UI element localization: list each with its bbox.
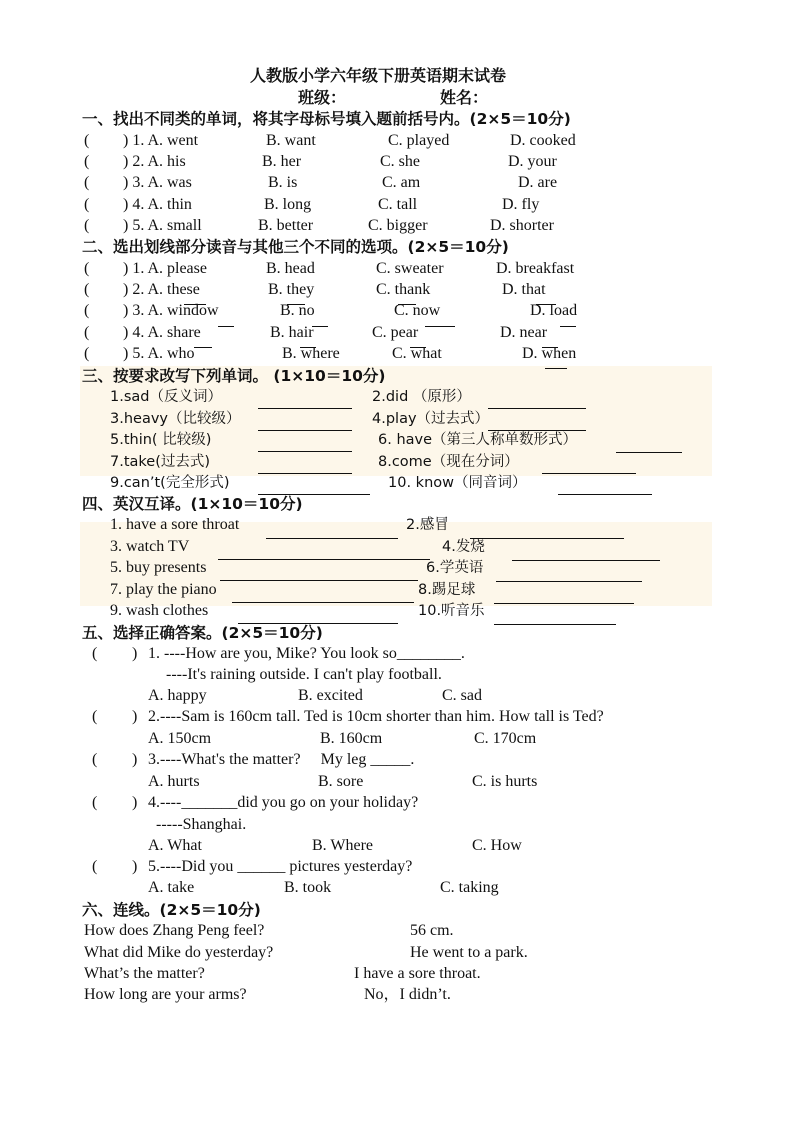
option-b: B. want xyxy=(266,132,316,149)
question-option-a: ) 2. A. these xyxy=(123,281,200,298)
option-d: D. are xyxy=(518,174,558,191)
s3-item-6: 6. have（第三人称单数形式） xyxy=(378,432,578,448)
match-answer-2[interactable]: He went to a park. xyxy=(410,944,528,961)
option-d: D. fly xyxy=(502,196,540,213)
s4-item-6: 6.学英语 xyxy=(426,560,484,576)
answer-line[interactable] xyxy=(494,624,616,625)
s3-item-8: 8.come（现在分词） xyxy=(378,454,519,470)
choice-b[interactable]: B. took xyxy=(284,879,332,896)
question-text: 2.----Sam is 160cm tall. Ted is 10cm shorter than him. How tall is Ted? xyxy=(148,708,604,725)
option-b: B. hair xyxy=(270,324,314,341)
answer-paren[interactable]: ( xyxy=(84,281,90,298)
option-b: B. head xyxy=(266,260,315,277)
answer-paren-open[interactable]: ( xyxy=(92,708,98,725)
answer-paren[interactable]: ( xyxy=(84,345,90,362)
s4-item-3: 3. watch TV xyxy=(110,538,190,555)
answer-paren-close: ) xyxy=(132,645,138,662)
answer-line[interactable] xyxy=(258,430,352,431)
option-c: C. sweater xyxy=(376,260,444,277)
match-question-3[interactable]: What’s the matter? xyxy=(84,965,205,982)
answer-paren[interactable]: ( xyxy=(84,260,90,277)
question-option-a: ) 1. A. please xyxy=(123,260,207,277)
choice-b[interactable]: B. sore xyxy=(318,773,364,790)
choice-c[interactable]: C. 170cm xyxy=(474,730,537,747)
answer-paren[interactable]: ( xyxy=(84,153,90,170)
choice-a[interactable]: A. hurts xyxy=(148,773,200,790)
section6-heading: 六、连线。(2×5＝10分) xyxy=(82,901,261,919)
answer-line[interactable] xyxy=(258,408,352,409)
match-question-4[interactable]: How long are your arms? xyxy=(84,986,247,1003)
answer-paren-open[interactable]: ( xyxy=(92,645,98,662)
choice-b[interactable]: B. Where xyxy=(312,837,374,854)
match-answer-4[interactable]: No，I didn’t. xyxy=(364,986,451,1003)
phonetic-marker-line xyxy=(542,347,558,348)
choice-c[interactable]: C. How xyxy=(472,837,522,854)
option-c: C. am xyxy=(382,174,421,191)
phonetic-marker-line xyxy=(194,347,212,348)
answer-line[interactable] xyxy=(558,494,652,495)
answer-line[interactable] xyxy=(470,538,624,539)
phonetic-marker-line xyxy=(425,326,455,327)
answer-paren[interactable]: ( xyxy=(84,132,90,149)
answer-line[interactable] xyxy=(258,451,352,452)
answer-line[interactable] xyxy=(496,581,642,582)
answer-line[interactable] xyxy=(494,603,634,604)
option-d: D. breakfast xyxy=(496,260,575,277)
answer-line[interactable] xyxy=(232,602,414,603)
match-question-2[interactable]: What did Mike do yesterday? xyxy=(84,944,274,961)
section4-heading: 四、英汉互译。(1×10＝10分) xyxy=(82,495,303,513)
option-b: B. her xyxy=(262,153,302,170)
question-option-a: ) 1. A. went xyxy=(123,132,199,149)
option-b: B. where xyxy=(282,345,340,362)
section2-heading: 二、选出划线部分读音与其他三个不同的选项。(2×5＝10分) xyxy=(82,238,509,256)
answer-line[interactable] xyxy=(542,473,636,474)
option-d: D. when xyxy=(522,345,577,362)
question-option-a: ) 3. A. window xyxy=(123,302,219,319)
phonetic-marker-line xyxy=(312,326,328,327)
question-option-a: ) 4. A. thin xyxy=(123,196,192,213)
s4-item-7: 7. play the piano xyxy=(110,581,217,598)
s3-item-3: 3.heavy（比较级） xyxy=(110,411,241,427)
option-b: B. they xyxy=(268,281,315,298)
page-title: 人教版小学六年级下册英语期末试卷 xyxy=(250,66,507,85)
s3-item-1: 1.sad（反义词） xyxy=(110,389,222,405)
match-answer-1[interactable]: 56 cm. xyxy=(410,922,454,939)
name-label: 姓名： xyxy=(440,88,489,107)
phonetic-marker-line xyxy=(218,326,234,327)
option-c: C. she xyxy=(380,153,420,170)
answer-paren[interactable]: ( xyxy=(84,196,90,213)
s3-item-9: 9.can’t(完全形式) xyxy=(110,475,230,491)
answer-paren-open[interactable]: ( xyxy=(92,751,98,768)
response-text: ----It's raining outside. I can't play football. xyxy=(166,666,442,683)
answer-paren-close: ) xyxy=(132,708,138,725)
choice-c[interactable]: C. taking xyxy=(440,879,499,896)
answer-line[interactable] xyxy=(258,473,352,474)
choice-a[interactable]: A. take xyxy=(148,879,195,896)
match-answer-3[interactable]: I have a sore throat. xyxy=(354,965,481,982)
question-text: 5.----Did you ______ pictures yesterday? xyxy=(148,858,413,875)
option-c: C. played xyxy=(388,132,450,149)
question-text: 1. ----How are you, Mike? You look so________. xyxy=(148,645,465,662)
answer-line[interactable] xyxy=(488,430,586,431)
phonetic-marker-line xyxy=(545,368,567,369)
choice-a[interactable]: A. 150cm xyxy=(148,730,212,747)
answer-line[interactable] xyxy=(266,538,398,539)
option-c: C. what xyxy=(392,345,442,362)
choice-b[interactable]: B. 160cm xyxy=(320,730,383,747)
answer-line[interactable] xyxy=(220,580,418,581)
phonetic-marker-line xyxy=(287,304,305,305)
s3-item-4: 4.play（过去式） xyxy=(372,411,490,427)
option-b: B. better xyxy=(258,217,314,234)
answer-paren-close: ) xyxy=(132,858,138,875)
class-label: 班级： xyxy=(298,88,347,107)
s3-item-2: 2.did （原形） xyxy=(372,389,471,405)
choice-b[interactable]: B. excited xyxy=(298,687,363,704)
option-b: B. no xyxy=(280,302,315,319)
answer-paren[interactable]: ( xyxy=(84,324,90,341)
option-d: D. load xyxy=(530,302,578,319)
response-text: -----Shanghai. xyxy=(156,816,247,833)
s4-item-2: 2.感冒 xyxy=(406,517,449,533)
answer-paren-close: ) xyxy=(132,751,138,768)
section1-heading: 一、找出不同类的单词，将其字母标号填入题前括号内。(2×5＝10分) xyxy=(82,110,571,128)
option-c: C. tall xyxy=(378,196,418,213)
match-question-1[interactable]: How does Zhang Peng feel? xyxy=(84,922,265,939)
answer-paren[interactable]: ( xyxy=(84,174,90,191)
option-d: D. near xyxy=(500,324,548,341)
s4-item-10: 10.听音乐 xyxy=(418,603,485,619)
s4-item-1: 1. have a sore throat xyxy=(110,516,240,533)
option-d: D. that xyxy=(502,281,546,298)
option-c: C. pear xyxy=(372,324,419,341)
section5-heading: 五、选择正确答案。(2×5＝10分) xyxy=(82,624,323,642)
option-c: C. bigger xyxy=(368,217,428,234)
section3-heading: 三、按要求改写下列单词。 (1×10＝10分) xyxy=(82,367,386,385)
option-d: D. your xyxy=(508,153,557,170)
phonetic-marker-line xyxy=(300,347,316,348)
phonetic-marker-line xyxy=(184,304,206,305)
answer-paren-open[interactable]: ( xyxy=(92,794,98,811)
answer-paren-close: ) xyxy=(132,794,138,811)
option-d: D. shorter xyxy=(490,217,554,234)
answer-paren-open[interactable]: ( xyxy=(92,858,98,875)
question-text: 3.----What's the matter? My leg _____. xyxy=(148,751,415,768)
option-b: B. is xyxy=(268,174,298,191)
s4-item-8: 8.踢足球 xyxy=(418,582,476,598)
s3-item-10: 10. know（同音词） xyxy=(388,475,527,491)
s4-item-9: 9. wash clothes xyxy=(110,602,209,619)
choice-a[interactable]: A. happy xyxy=(148,687,207,704)
answer-line[interactable] xyxy=(616,452,682,453)
option-d: D. cooked xyxy=(510,132,576,149)
choice-a[interactable]: A. What xyxy=(148,837,202,854)
phonetic-marker-line xyxy=(560,326,576,327)
option-c: C. thank xyxy=(376,281,431,298)
choice-c[interactable]: C. sad xyxy=(442,687,482,704)
question-option-a: ) 5. A. who xyxy=(123,345,195,362)
s3-item-7: 7.take(过去式) xyxy=(110,454,211,470)
phonetic-marker-line xyxy=(536,304,556,305)
question-option-a: ) 4. A. share xyxy=(123,324,201,341)
answer-line[interactable] xyxy=(512,560,660,561)
question-text: 4.----_______did you go on your holiday? xyxy=(148,794,419,811)
s4-item-5: 5. buy presents xyxy=(110,559,207,576)
question-option-a: ) 5. A. small xyxy=(123,217,202,234)
option-c: C. now xyxy=(394,302,441,319)
s4-item-4: 4.发烧 xyxy=(442,539,485,555)
choice-c[interactable]: C. is hurts xyxy=(472,773,538,790)
answer-paren[interactable]: ( xyxy=(84,302,90,319)
answer-line[interactable] xyxy=(218,559,430,560)
s3-item-5: 5.thin( 比较级) xyxy=(110,432,212,448)
question-option-a: ) 3. A. was xyxy=(123,174,192,191)
answer-line[interactable] xyxy=(488,408,586,409)
phonetic-marker-line xyxy=(398,304,416,305)
answer-paren[interactable]: ( xyxy=(84,217,90,234)
phonetic-marker-line xyxy=(410,347,426,348)
question-option-a: ) 2. A. his xyxy=(123,153,186,170)
option-b: B. long xyxy=(264,196,312,213)
